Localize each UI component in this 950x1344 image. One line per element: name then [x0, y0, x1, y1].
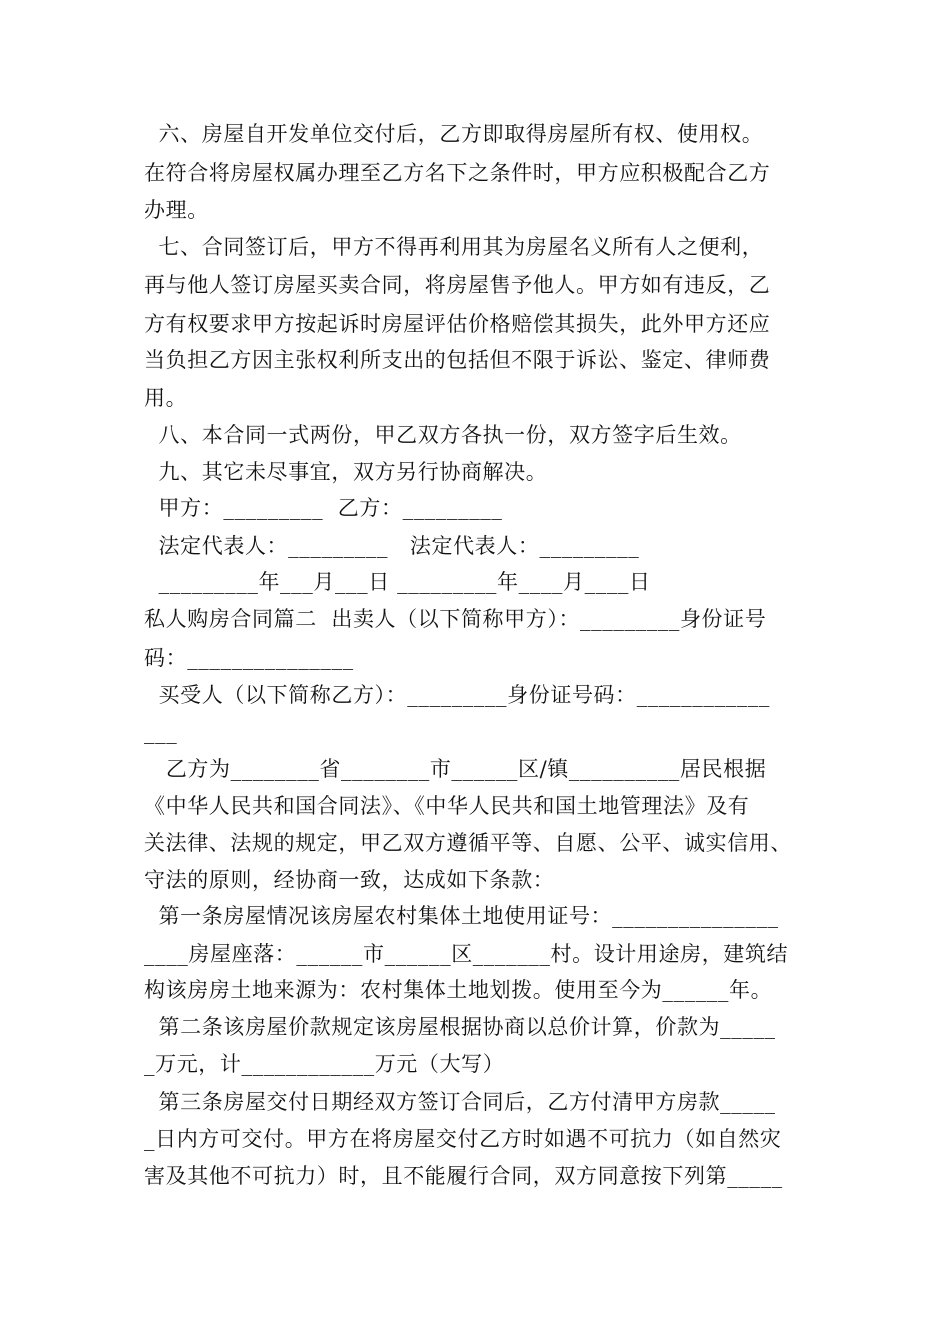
text-line: 八、本合同一式两份，甲乙双方各执一份，双方签字后生效。	[144, 423, 742, 447]
text-line: ___	[144, 720, 178, 744]
text-line: 守法的原则，经协商一致，达成如下条款：	[144, 868, 555, 892]
text-line: 关法律、法规的规定，甲乙双方遵循平等、自愿、公平、诚实信用、	[144, 831, 792, 855]
date-line: _________年___月___日 _________年____月____日	[144, 570, 651, 594]
text-line: 方有权要求甲方按起诉时房屋评估价格赔偿其损失，此外甲方还应	[144, 312, 771, 336]
signature-line: 甲方：_________ 乙方：_________	[144, 496, 503, 520]
text-line: 再与他人签订房屋买卖合同，将房屋售予他人。甲方如有违反，乙	[144, 273, 771, 297]
text-line: 六、房屋自开发单位交付后，乙方即取得房屋所有权、使用权。	[144, 122, 764, 146]
text-line: 乙方为________省________市______区/镇__________居民根据	[144, 757, 767, 781]
text-line: 七、合同签订后，甲方不得再利用其为房屋名义所有人之便利，	[144, 235, 764, 259]
text-line: 《中华人民共和国合同法》、《中华人民共和国土地管理法》及有	[144, 794, 750, 818]
text-line: 第一条房屋情况该房屋农村集体土地使用证号：_______________	[144, 904, 779, 928]
text-line: 买受人（以下简称乙方）：_________身份证号码：____________	[144, 683, 770, 707]
section-heading-line: 私人购房合同篇二 出卖人（以下简称甲方）：_________身份证号	[144, 607, 767, 631]
text-line: 办理。	[144, 198, 209, 222]
text-line: 当负担乙方因主张权利所支出的包括但不限于诉讼、鉴定、律师费	[144, 348, 771, 372]
representative-line: 法定代表人：_________ 法定代表人：_________	[144, 534, 640, 558]
text-line: 码：_______________	[144, 646, 354, 670]
text-line: 用。	[144, 386, 188, 410]
text-line: 第二条该房屋价款规定该房屋根据协商以总价计算，价款为_____	[144, 1015, 776, 1039]
text-line: 第三条房屋交付日期经双方签订合同后，乙方付清甲方房款_____	[144, 1090, 776, 1114]
text-line: 在符合将房屋权属办理至乙方名下之条件时，甲方应积极配合乙方	[144, 161, 771, 185]
text-line: 构该房房土地来源为：农村集体土地划拨。使用至今为______年。	[144, 978, 773, 1002]
text-line: ____房屋座落：______市______区_______村。设计用途房，建筑结	[144, 942, 789, 966]
text-line: 九、其它未尽事宜，双方另行协商解决。	[144, 460, 548, 484]
text-line: 害及其他不可抗力）时，且不能履行合同，双方同意按下列第_____	[144, 1164, 783, 1188]
text-line: _日内方可交付。甲方在将房屋交付乙方时如遇不可抗力（如自然灾	[144, 1127, 782, 1151]
text-line: _万元，计____________万元（大写）	[144, 1052, 505, 1076]
